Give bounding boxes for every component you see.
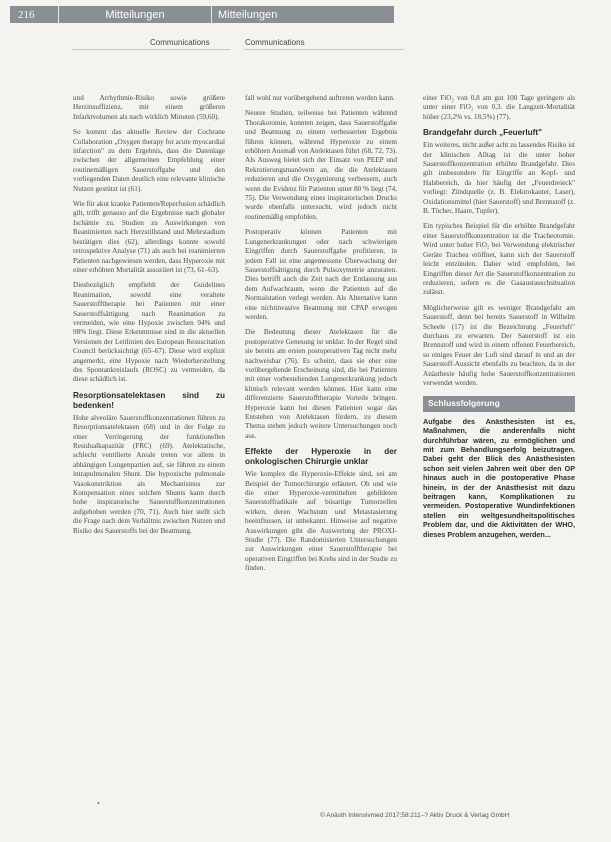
paragraph: Wie komplex die Hyperoxie-Effekte sind, sei am Beispiel der Tumorchirurgie erläutert. Ob und wie die einer Hyperoxie-vermittelten gebildeten Sauerstoffradikale auf bösartige Tumorzellen wirken, deren Wachstum und Metastasierung beeinflussen, ist unbekannt. Hinweise auf negative Auswirkungen gibt die Auswertung der PROXI-Studie (77). Die Randomisierten Untersuchungen zur Auswirkungen einer Sauerstofftherapie bei operativen Eingriffen bei Krebs sind in der Studie zu finden. — [245, 470, 397, 573]
paragraph: Ein typisches Beispiel für die erhöhte Brandgefahr einer Sauerstoffkonzentration ist die Tracheotomie. Wird unter hoher FiO₂ bei Verwendung elektrischer Geräte Trachea eröffnet, kann sich der Sauerstoff leicht entzünden. Daher wird empfohlen, bei Eingriffen dieser Art die Sauerstoffkonzentration zu reduzieren, sofern es die Gasaustauschsituation zulässt. — [423, 222, 575, 297]
paragraph: Ein weiteres, nicht außer acht zu lassendes Risiko ist der klinischen Alltag ist die unter hoher Sauerstoffkonzentration erhöhte Brandgefahr. Dies gilt insbesondere für Eingriffe an Kopf- und Halsbereich, da hier häufig der „Feuerdreieck" vorliegt: Zündquelle (z. B. Elektrokauter, Laser), Oxidationsmittel (hier Sauerstoff) und Brennstoff (z. B. Tücher, Haare, Tupfer). — [423, 141, 575, 216]
section-heading: Brandgefahr durch „Feuerluft" — [423, 128, 542, 138]
paragraph: Postoperativ können Patienten mit Lungenerkrankungen oder nach schwierigen Eingriffen durch Sauerstoffgabe profitieren, in jedem Fall ist eine angemessene Überwachung der Sauerstoffsättigung durch Pulsoxymetrie anzuraten. Dies betrifft auch die Zeit nach der Entlassung aus dem Aufwachraum, wenn die Patienten auf die Normalstation verlegt werden. Als Alternative kann eine nichtinvasive Beatmung mit CPAP erwogen werden. — [245, 228, 397, 321]
section-heading: Resorptionsatelektasen sind zu bedenken! — [73, 390, 225, 410]
header-rule-left — [72, 49, 230, 50]
paragraph: fall wohl nur vorübergehend auftreten werden kann. — [245, 94, 395, 102]
section-heading: Effekte der Hyperoxie in der onkologischen Chirurgie unklar — [245, 447, 397, 467]
page-header-bar — [10, 6, 394, 23]
conclusion-box-title: Schlussfolgerung — [423, 396, 575, 411]
paragraph: Diesbezüglich empfiehlt der Guidelines Reanimation, sowohl eine veraltete Sauerstofftherapie bei Patienten mit einer Sauerstoffsättigung nach Reanimation zu vermeiden, wie eine Hypoxie zwischen 94% und 98% liegt. Diese Erkenntnisse sind in die aktuellen Versionen der Leitlinien des European Resuscitation Council berücksichtigt (65–67). Diese wird explizit angemerkt, eine Hypoxie nach Wiederherstellung des Spontankreislaufs (ROSC) zu vermeiden, da diese schädlich ist. — [73, 281, 225, 384]
header-rule-right — [244, 49, 404, 50]
page-footer: © Anästh Intensivmed 2017;58:211–? Aktiv Druck & Verlag GmbH — [320, 812, 510, 819]
paragraph: einer FiO₂ von 0,8 am gut 100 Tage geringere als unter einer FiO₂ von 0,3. die Langzeit-Mortalität höher (23,2% vs. 18,5%) (77). — [423, 94, 575, 121]
paragraph: Wie für akut kranke Patienten/Reperfusion schädlich gilt, trifft genauso auf die Ergebnisse nach globaler Ischämie zu. Studien zu Auswirkungen von Reanimierten nach Herzstillstand und Mehrstadium bestätigen dies (62), allerdings konnte sowohl retrospektive Analyse (71) als auch bei reanimierten Patienten nachgewiesen werden, dass Hyperoxie mit einer erhöhten Mortalität assoziiert ist (73, 61–63). — [73, 200, 225, 274]
page-number: 216 — [18, 8, 35, 21]
section-subtitle-left: Communications — [150, 38, 210, 47]
paragraph: Möglicherweise gilt es weniger Brandgefahr am Sauerstoff, denn bei bereits Sauerstoff in Wilhelm Scheele (17) ist die Bezeichnung „Feuerluft" durchaus zu erwarten. Der Sauerstoff ist ein Brennstoff und wird in einem offenen Feuerbereich, so einiges Feuer der Luft sind darauf in und an der Sauerstoff-Aussicht ebenfalls zu beachten, da in der Anästhesie häufig hohe Sauerstoffkonzentrationen verwendet werden. — [423, 303, 575, 387]
paragraph: Hohe alveoläre Sauerstoffkonzentrationen führen zu Resorptionsatelektasen (68) und in der Folge zu einer Verringerung der funktionellen Residualkapazität (FRC) (69). Atelektatische, schlecht ventilierte Areale treten vor allem in abhängigen Lungenpartien auf, sie führen zu einem intrapulmonalen Shunt. Die hypoxische pulmonale Vasokonstriktion als Mechanismus zur Kompensation eines solchen Shunts kann durch hohe inspiratorische Sauerstoffkonzentrationen aufgehoben werden (70, 71). Auch hier stellt sich die Frage nach dem Verhältnis zwischen Nutzen und Risiko des Sauerstoffs bei der Beatmung. — [73, 413, 225, 535]
section-title-right: Mitteilungen — [218, 8, 278, 21]
conclusion-box-text: Aufgabe des Anästhesisten ist es, Maßnahmen, die anderenfalls nicht durchführbar wären, zu ermöglichen und mit zum Behandlungserfolg beizutragen. Dabei geht der Blick des Anästhesisten schon seit vielen Jahren weit über den OP hinaus auch in die postoperative Phase hinein, in der der Anästhesist mit dazu beitragen kann, Komplikationen zu vermeiden. Postoperative Wundinfektionen stellen ein weltgesundheitspolitisches Problem dar, und die Aktivitäten der WHO, dieses Problem anzugehen, werden... — [423, 416, 575, 539]
section-subtitle-right: Communications — [245, 38, 305, 47]
section-title-left: Mitteilungen — [105, 8, 165, 21]
text-column-3 — [423, 94, 575, 539]
text-column-2 — [245, 94, 397, 580]
paragraph: und Arrhythmie-Risiko sowie größere Herzinsuffizienz, mit einem größeren Infarktvolumen als nach wirklich Minuten (59,60). — [73, 94, 225, 121]
paragraph: Neuere Studien, teilweise bei Patienten während Thorakotomie, konnten zeigen, dass Sauerstoffgabe und Beatmung zu einem verbesserten Ergebnis führen können, während Hyperoxie zu einem erhöhten Ausmaß von Atelektasen führt (68, 72, 73). Als Ausweg bietet sich der Einsatz von PEEP und Rekrutierungsmanövern an, die die Atelektasen reduzieren und die Oxygenierung verbessern, auch wenn die Evidenz für Patienten unter 80 % liegt (74, 75). Die Verwendung eines inspiratorischen Drucks wurde ebenfalls untersucht, wird jedoch nicht routinemäßig empfohlen. — [245, 109, 397, 221]
paragraph: So kommt das aktuelle Review der Cochrane Collaboration „Oxygen therapy for acute myocardial infarction" zu dem Ergebnis, dass die Datenlage zwischen der allgemeinen Empfehlung einer routinemäßigen Sauerstoffgabe und den vorliegenden Daten deutlich eine relevante klinische Nutzen gestützt ist (61). — [73, 128, 225, 193]
paragraph: Die Bedeutung dieser Atelektasen für die postoperative Genesung ist unklar. In der Regel sind sie bereits am ersten postoperativen Tag nicht mehr nachweisbar (76). Es scheint, dass sie eher eine vorübergehende Erscheinung sind, die bei Patienten mit einer vorbestehenden Lungenerkrankung jedoch klinisch relevant werden können. Hier kann eine differenzierte Sauerstofftherapie Vorteile bringen. Hyperoxie kann bei diesen Patienten sogar das Entstehen von Atelektasen fördern, zu diesem Thema stehen jedoch weitere Untersuchungen noch aus. — [245, 328, 397, 440]
text-column-1 — [73, 94, 225, 542]
bullet-mark: • — [97, 799, 100, 808]
